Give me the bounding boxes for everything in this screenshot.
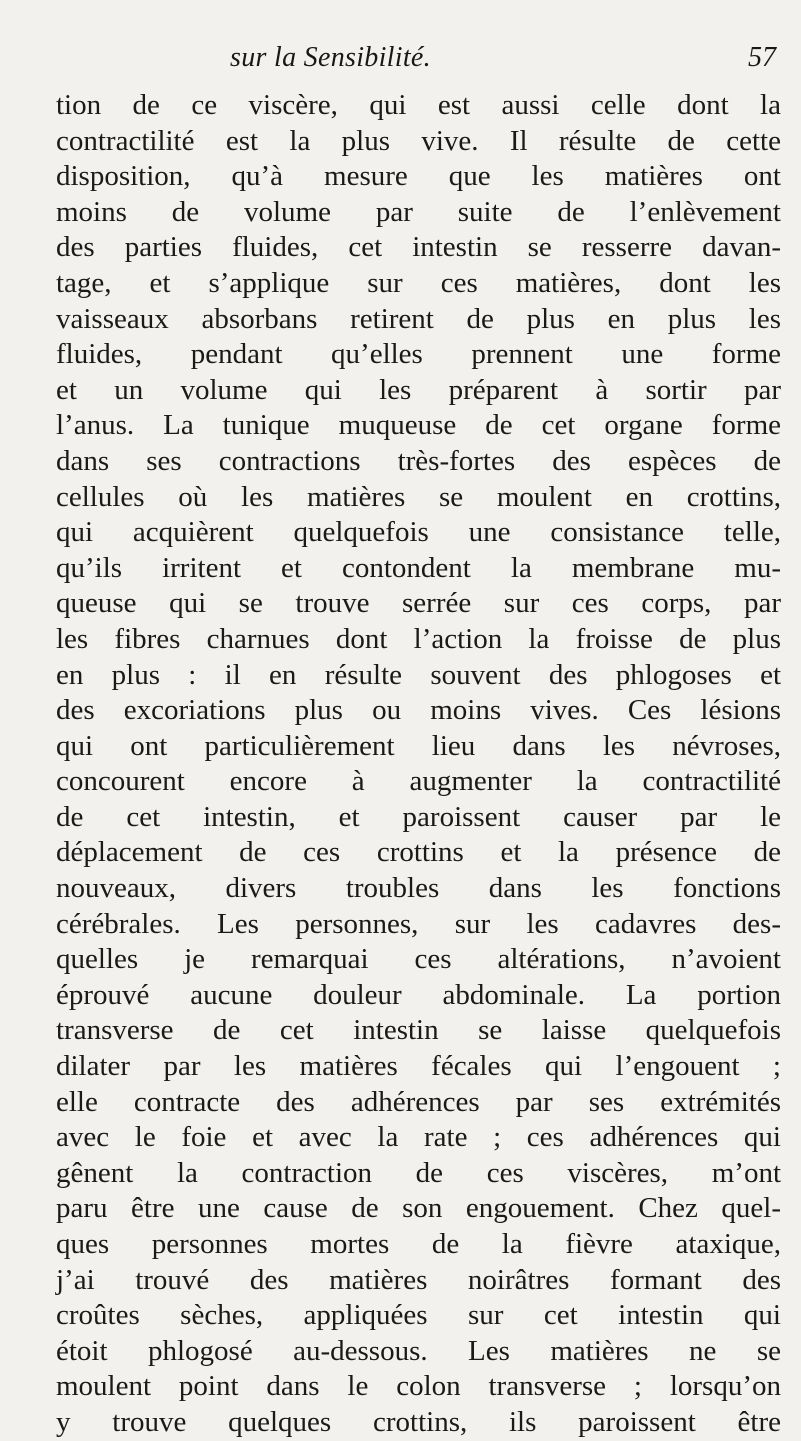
page-number: 57 [748, 42, 776, 73]
text-line: étoit phlogosé au-dessous. Les matières ne se [56, 1334, 781, 1367]
text-line: vaisseaux absorbans retirent de plus en plus les [56, 302, 781, 335]
body-text [56, 88, 781, 1441]
text-line: ques personnes mortes de la fièvre ataxique, [56, 1228, 781, 1260]
text-line: paru être une cause de son engouement. Chez quel- [56, 1192, 781, 1225]
text-line: qui ont particulièrement lieu dans les névroses, [56, 729, 781, 762]
text-line: elle contracte des adhérences par ses extrémités [56, 1085, 781, 1118]
text-line: cellules où les matières se moulent en crottins, [56, 480, 781, 513]
text-line: l’anus. La tunique muqueuse de cet organe forme [56, 409, 781, 442]
text-line: tion de ce viscère, qui est aussi celle dont la [56, 89, 781, 121]
text-line: déplacement de ces crottins et la présence de [56, 836, 781, 869]
text-line: concourent encore à augmenter la contractilité [56, 765, 781, 798]
text-line: des excoriations plus ou moins vives. Ces lésions [56, 694, 781, 727]
text-line: queuse qui se trouve serrée sur ces corps, par [56, 587, 781, 620]
running-head [0, 40, 801, 80]
text-line: qui acquièrent quelquefois une consistance telle, [56, 516, 781, 549]
text-line: tage, et s’applique sur ces matières, dont les [56, 266, 781, 299]
text-line: gênent la contraction de ces viscères, m’ont [56, 1156, 781, 1189]
text-line: éprouvé aucune douleur abdominale. La portion [56, 978, 781, 1011]
text-line: disposition, qu’à mesure que les matières ont [56, 160, 781, 193]
text-line: fluides, pendant qu’elles prennent une forme [56, 338, 781, 371]
text-line: cérébrales. Les personnes, sur les cadavres des- [56, 907, 781, 940]
text-line: en plus : il en résulte souvent des phlogoses et [56, 658, 781, 691]
text-line: des parties fluides, cet intestin se resserre davan- [56, 231, 781, 264]
running-head-title: sur la Sensibilité. [230, 42, 431, 73]
text-line: de cet intestin, et paroissent causer par le [56, 800, 781, 833]
text-line: transverse de cet intestin se laisse quelquefois [56, 1014, 781, 1047]
text-line: contractilité est la plus vive. Il résulte de cette [56, 124, 781, 157]
text-line: dans ses contractions très-fortes des espèces de [56, 444, 781, 477]
text-line: dilater par les matières fécales qui l’engouent ; [56, 1050, 781, 1083]
text-line: moulent point dans le colon transverse ; lorsqu’on [56, 1370, 781, 1403]
text-line: avec le foie et avec la rate ; ces adhérences qui [56, 1121, 781, 1154]
text-line: y trouve quelques crottins, ils paroissent être [56, 1405, 781, 1438]
text-line: croûtes sèches, appliquées sur cet intestin qui [56, 1299, 781, 1332]
text-line: moins de volume par suite de l’enlèvement [56, 195, 781, 228]
text-line: j’ai trouvé des matières noirâtres formant des [56, 1263, 781, 1296]
text-line: et un volume qui les préparent à sortir par [56, 373, 781, 406]
text-line: nouveaux, divers troubles dans les fonctions [56, 872, 781, 905]
text-line: les fibres charnues dont l’action la froisse de plus [56, 622, 781, 655]
text-line: qu’ils irritent et contondent la membrane mu- [56, 551, 781, 584]
text-line: quelles je remarquai ces altérations, n’avoient [56, 943, 781, 976]
